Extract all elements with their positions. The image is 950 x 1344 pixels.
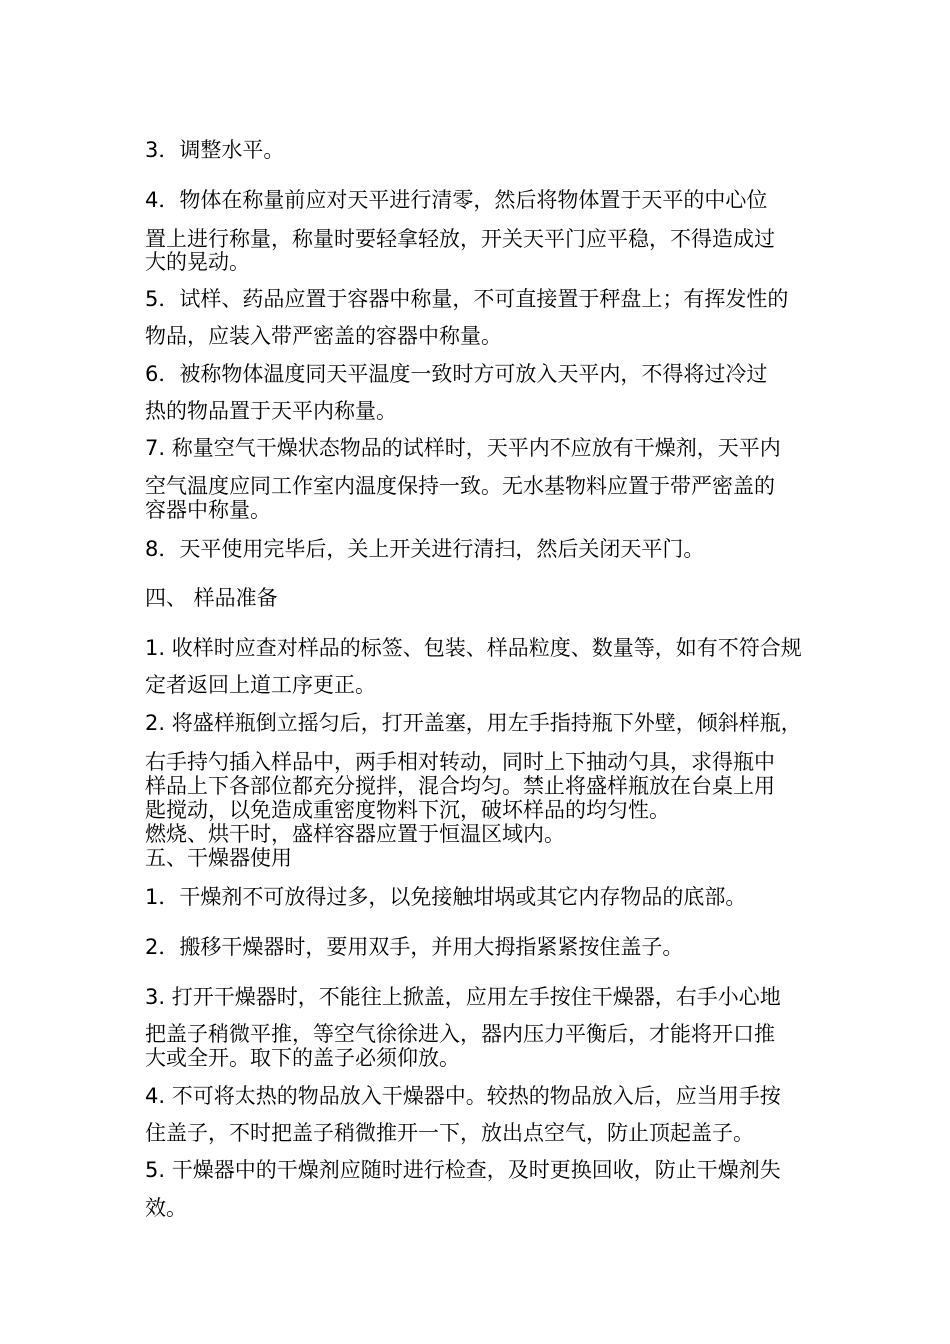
text-line: 2．搬移干燥器时，要用双手，并用大拇指紧紧按住盖子。 [145, 935, 684, 959]
text-line: 置上进行称量，称量时要轻拿轻放，开关天平门应平稳，不得造成过 [145, 227, 775, 251]
text-line: 5. 干燥器中的干燥剂应随时进行检查，及时更换回收，防止干燥剂失 [145, 1158, 781, 1182]
text-line: 住盖子，不时把盖子稍微推开一下，放出点空气，防止顶起盖子。 [145, 1121, 754, 1145]
text-line: 3. 打开干燥器时，不能往上掀盖，应用左手按住干燥器，右手小心地 [145, 985, 781, 1009]
text-line: 1. 收样时应查对样品的标签、包装、样品粒度、数量等，如有不符合规 [145, 636, 802, 660]
text-line: 样品上下各部位都充分搅拌，混合均匀。禁止将盛样瓶放在台桌上用 [145, 774, 775, 798]
text-line: 右手持勺插入样品中，两手相对转动，同时上下抽动勺具，求得瓶中 [145, 750, 775, 774]
section-heading: 四、 样品准备 [145, 586, 278, 610]
text-line: 容器中称量。 [145, 498, 271, 522]
section-heading: 五、干燥器使用 [145, 846, 292, 870]
text-line: 热的物品置于天平内称量。 [145, 399, 397, 423]
text-line: 4. 不可将太热的物品放入干燥器中。较热的物品放入后，应当用手按 [145, 1084, 781, 1108]
text-line: 匙搅动，以免造成重密度物料下沉，破坏样品的均匀性。 [145, 798, 670, 822]
text-line: 定者返回上道工序更正。 [145, 673, 376, 697]
text-line: 4．物体在称量前应对天平进行清零，然后将物体置于天平的中心位 [145, 188, 768, 212]
text-line: 6．被称物体温度同天平温度一致时方可放入天平内，不得将过冷过 [145, 362, 768, 386]
text-line: 1．干燥剂不可放得过多，以免接触坩埚或其它内存物品的底部。 [145, 885, 747, 909]
text-line: 大或全开。取下的盖子必须仰放。 [145, 1046, 460, 1070]
text-line: 7. 称量空气干燥状态物品的试样时，天平内不应放有干燥剂，天平内 [145, 436, 781, 460]
text-line: 5．试样、药品应置于容器中称量，不可直接置于秤盘上；有挥发性的 [145, 287, 789, 311]
text-line: 3．调整水平。 [145, 138, 285, 162]
text-line: 2. 将盛样瓶倒立摇匀后，打开盖塞，用左手指持瓶下外壁，倾斜样瓶， [145, 711, 802, 735]
text-line: 把盖子稍微平推，等空气徐徐进入，器内压力平衡后，才能将开口推 [145, 1022, 775, 1046]
text-line: 空气温度应同工作室内温度保持一致。无水基物料应置于带严密盖的 [145, 474, 775, 498]
text-line: 物品，应装入带严密盖的容器中称量。 [145, 324, 502, 348]
text-line: 燃烧、烘干时，盛样容器应置于恒温区域内。 [145, 822, 565, 846]
text-line: 8．天平使用完毕后，关上开关进行清扫，然后关闭天平门。 [145, 537, 705, 561]
text-line: 大的晃动。 [145, 250, 250, 274]
text-line: 效。 [145, 1196, 187, 1220]
